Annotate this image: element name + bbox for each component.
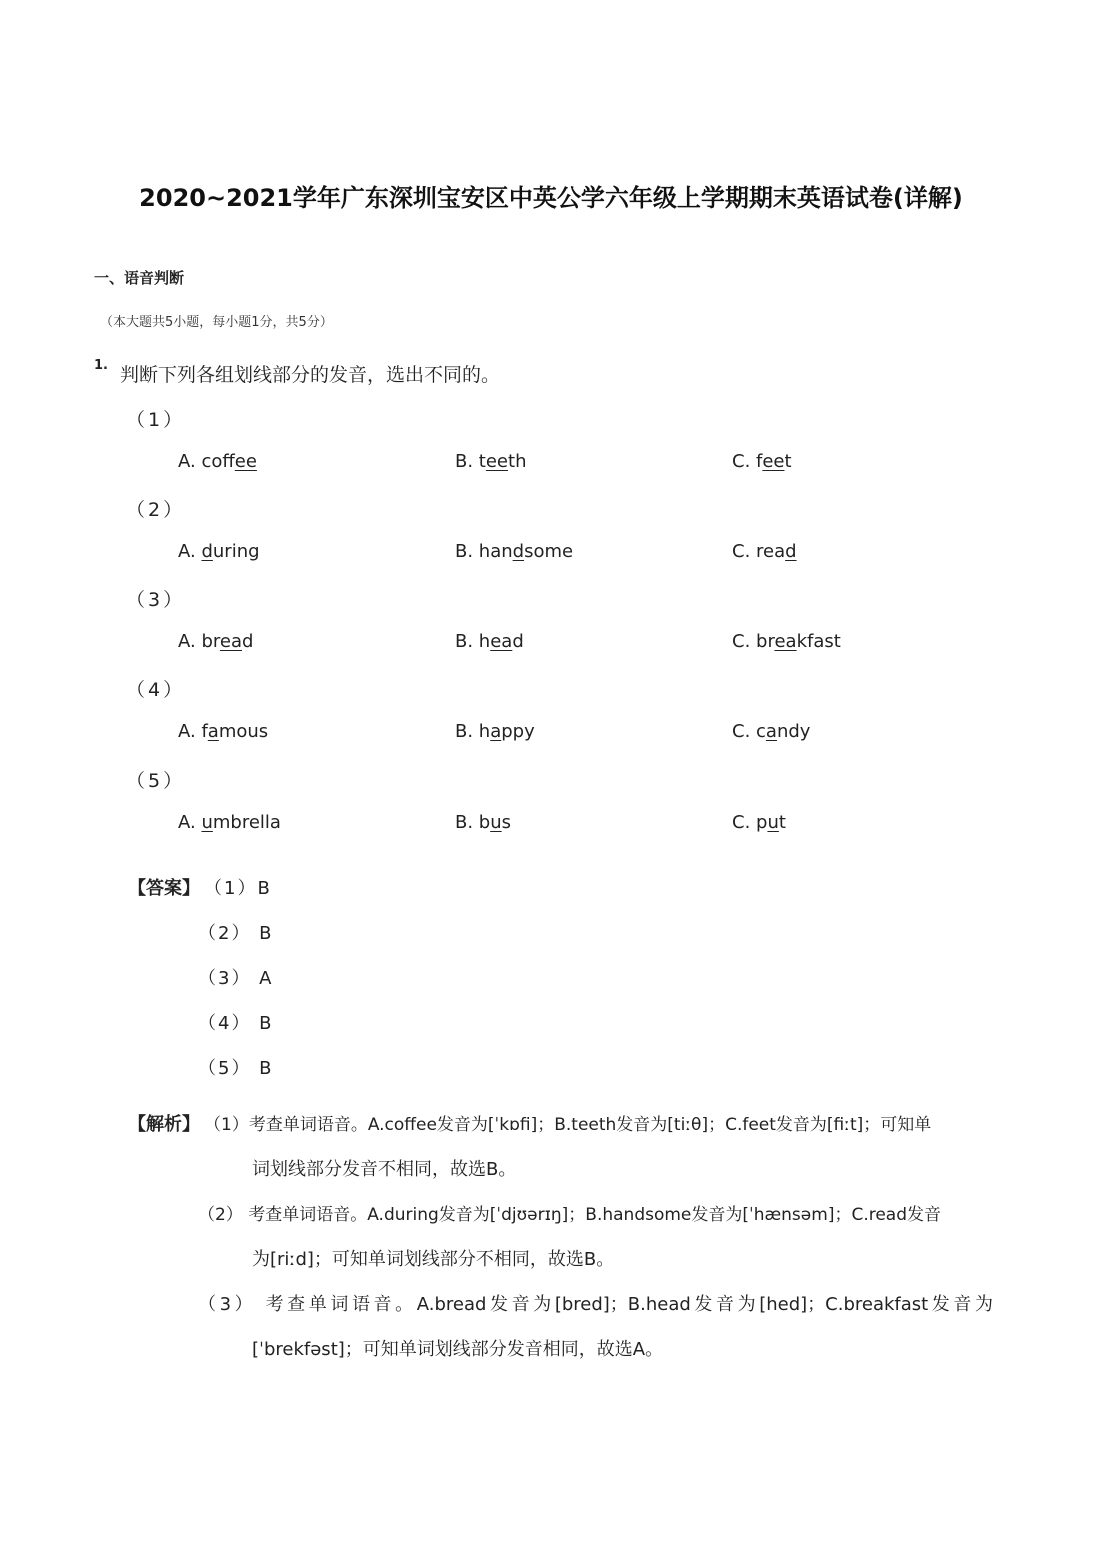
underlined-part: ee	[762, 451, 785, 472]
underlined-part: ee	[485, 451, 509, 472]
option-c: C. put	[732, 812, 786, 833]
underlined-part: d	[785, 541, 797, 562]
underlined-part: ea	[490, 631, 513, 652]
section-title: 一、语音判断	[94, 269, 185, 287]
analysis-text: 词划线部分发音不相同，故选B。	[252, 1159, 517, 1180]
sub-question-number: （2）	[126, 499, 186, 521]
option-c: C. feet	[732, 451, 792, 472]
option-a: A. during	[178, 541, 260, 562]
sub-question-number: （1）	[126, 409, 186, 431]
analysis-text: （1）考查单词语音。A.coffee发音为[ˈkɒfi]；B.teeth发音为[tiːθ]；C.feet发音为[fiːt]；可知单	[204, 1115, 932, 1135]
analysis-label: 【解析】	[128, 1114, 200, 1135]
option-c: C. candy	[732, 721, 811, 742]
option-b: B. happy	[455, 721, 535, 742]
underlined-part: d	[512, 541, 525, 562]
question-number: 1.	[94, 358, 108, 373]
sub-question-number: （5）	[126, 770, 186, 792]
analysis-text: （2） 考查单词语音。A.during发音为[ˈdjʊərɪŋ]；B.handsome发音为[ˈhænsəm]；C.read发音	[198, 1205, 942, 1225]
answer-line: （2） B	[198, 923, 274, 944]
option-c: C. read	[732, 541, 797, 562]
answer-line: （4） B	[198, 1013, 274, 1034]
answer-label: 【答案】	[128, 878, 200, 899]
underlined-part: a	[490, 721, 502, 742]
analysis-text: 为[riːd]；可知单词划线部分不相同，故选B。	[252, 1249, 615, 1270]
answer-line: （1）B	[204, 878, 272, 899]
option-a: A. umbrella	[178, 812, 281, 833]
sub-question-number: （3）	[126, 589, 186, 611]
option-b: B. head	[455, 631, 524, 652]
underlined-part: ee	[234, 451, 257, 472]
answer-line: （3） A	[198, 968, 274, 989]
underlined-part: a	[765, 721, 777, 742]
section-note: （本大题共5小题，每小题1分，共5分）	[100, 315, 333, 330]
option-b: B. bus	[455, 812, 512, 833]
underlined-part: u	[490, 812, 502, 833]
option-a: A. coffee	[178, 451, 257, 472]
underlined-part: d	[201, 541, 213, 562]
option-b: B. handsome	[455, 541, 574, 562]
analysis-text: [ˈbrekfəst]；可知单词划线部分发音相同，故选A。	[252, 1339, 664, 1360]
underlined-part: u	[201, 812, 213, 833]
underlined-part: ea	[219, 631, 242, 652]
option-c: C. breakfast	[732, 631, 841, 652]
question-text: 判断下列各组划线部分的发音，选出不同的。	[120, 364, 501, 386]
option-a: A. bread	[178, 631, 254, 652]
option-b: B. teeth	[455, 451, 527, 472]
page-title: 2020~2021学年广东深圳宝安区中英公学六年级上学期期末英语试卷(详解)	[139, 184, 963, 212]
underlined-part: u	[767, 812, 779, 833]
sub-question-number: （4）	[126, 679, 186, 701]
underlined-part: a	[207, 721, 219, 742]
option-a: A. famous	[178, 721, 269, 742]
answer-line: （5） B	[198, 1058, 274, 1079]
underlined-part: ea	[774, 631, 797, 652]
analysis-text: （3） 考查单词语音。A.bread发音为[bred]；B.head发音为[hed]；C.breakfast发音为	[198, 1294, 993, 1315]
